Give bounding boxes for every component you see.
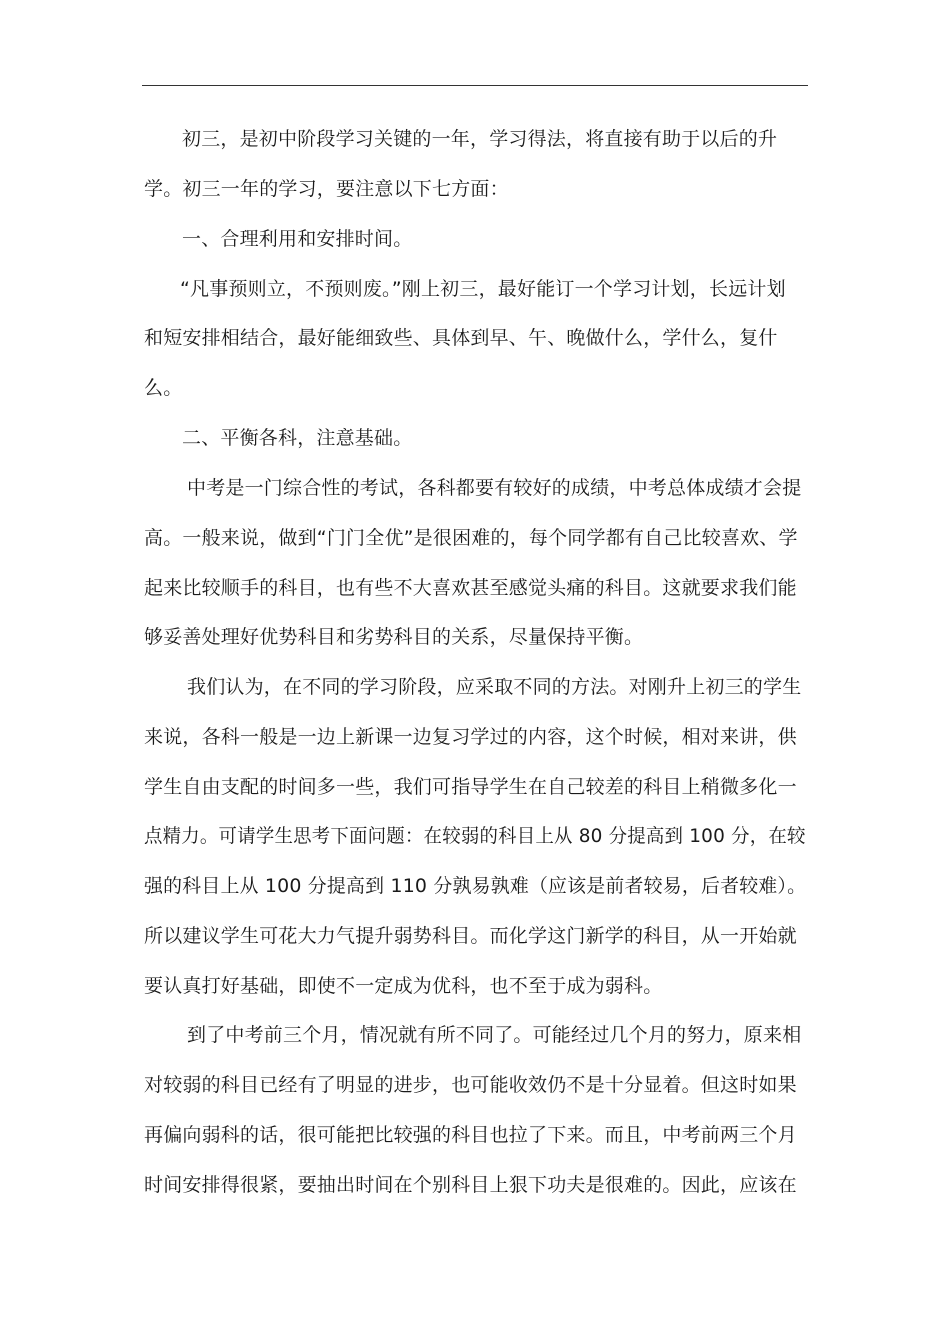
section-heading: 二、平衡各科，注意基础。 [182, 427, 413, 449]
text-line: 么。 [144, 377, 183, 399]
text-line: 和短安排相结合，最好能细致些、具体到早、午、晚做什么，学什么，复什 [144, 327, 778, 349]
text-line: 来说，各科一般是一边上新课一边复习学过的内容，这个时候，相对来讲，供 [144, 726, 797, 748]
text-line: “凡事预则立，不预则废。”刚上初三，最好能订一个学习计划，长远计划 [180, 278, 786, 300]
text-line: 强的科目上从 100 分提高到 110 分孰易孰难（应该是前者较易，后者较难）。 [144, 875, 807, 897]
text-line: 够妥善处理好优势科目和劣势科目的关系，尽量保持平衡。 [144, 626, 644, 648]
text-line: 时间安排得很紧，要抽出时间在个别科目上狠下功夫是很难的。因此，应该在 [144, 1174, 797, 1196]
text-line: 对较弱的科目已经有了明显的进步，也可能收效仍不是十分显着。但这时如果 [144, 1074, 797, 1096]
text-line: 到了中考前三个月，情况就有所不同了。可能经过几个月的努力，原来相 [187, 1024, 802, 1046]
text-line: 学生自由支配的时间多一些，我们可指导学生在自己较差的科目上稍微多化一 [144, 776, 797, 798]
text-line: 初三，是初中阶段学习关键的一年，学习得法，将直接有助于以后的升 [182, 128, 778, 150]
text-line: 点精力。可请学生思考下面问题：在较弱的科目上从 80 分提高到 100 分，在较 [144, 825, 806, 847]
text-line: 高。一般来说，做到“门门全优”是很困难的，每个同学都有自己比较喜欢、学 [144, 527, 798, 549]
section-heading: 一、合理利用和安排时间。 [182, 228, 413, 250]
text-line: 起来比较顺手的科目，也有些不大喜欢甚至感觉头痛的科目。这就要求我们能 [144, 577, 797, 599]
text-line: 学。初三一年的学习，要注意以下七方面： [144, 178, 509, 200]
header-rule [142, 85, 808, 86]
text-line: 要认真打好基础，即使不一定成为优科，也不至于成为弱科。 [144, 975, 663, 997]
text-line: 中考是一门综合性的考试，各科都要有较好的成绩，中考总体成绩才会提 [187, 477, 802, 499]
text-line: 所以建议学生可花大力气提升弱势科目。而化学这门新学的科目，从一开始就 [144, 925, 797, 947]
text-line: 我们认为，在不同的学习阶段，应采取不同的方法。对刚升上初三的学生 [187, 676, 802, 698]
text-line: 再偏向弱科的话，很可能把比较强的科目也拉了下来。而且，中考前两三个月 [144, 1124, 797, 1146]
